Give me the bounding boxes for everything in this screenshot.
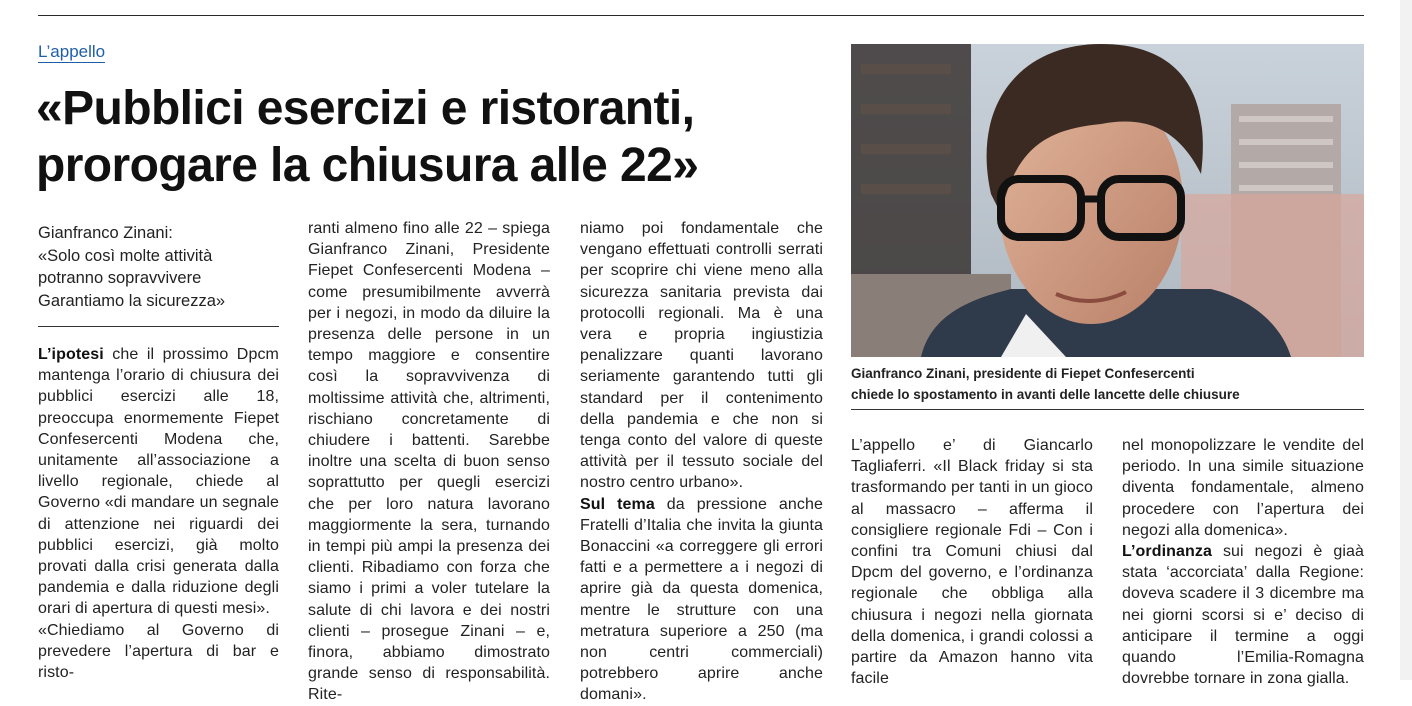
subheadline-line: Garantiamo la sicurezza» [38,291,226,310]
paragraph [1122,435,1364,541]
subheadline-line: Gianfranco Zinani: [38,224,173,242]
lead-in: L’ordinanza [1122,543,1212,561]
page-edge [1400,0,1412,680]
article-column-1 [38,344,279,683]
paragraph [580,218,823,494]
article-column-4 [851,435,1093,689]
paragraph-text: «Chiediamo al Governo di prevedere l’apertura di bar e risto- [38,621,279,682]
caption-divider [851,409,1364,410]
paragraph-text: sui negozi è giaà stata ‘accorciata’ dalla Regione: doveva scadere il 3 dicembre ma nei giorni scorsi si e’ deciso di anticipare il termine a oggi quando l’Emilia-Romagna dovrebbe tornare in zona gialla. [1122,543,1364,688]
paragraph-text: nel monopolizzare le vendite del periodo. In una simile situazione diventa fondamentale, almeno procedere con l’apertura dei negozi alla domenica». [1122,437,1364,539]
portrait-image [851,44,1364,357]
headline-line-1: «Pubblici esercizi e ristoranti, [36,82,695,135]
paragraph [851,435,1093,689]
paragraph-text: che il prossimo Dpcm mantenga l’orario di chiusura dei pubblici esercizi alle 18, preoccupa enormemente Fiepet Confesercenti Modena che, unitamente all’associazione a livello regionale, chiede al Governo «di mandare un segnale di attenzione nei riguardi dei pubblici esercizi, già molto provati dalla crisi generata dalla pandemia e dalla riduzione degli orari di apertura di questi mesi». [38,346,279,618]
top-rule [38,15,1364,16]
subheadline-line: potranno sopravvivere [38,269,202,287]
subheadline [38,222,278,312]
paragraph [38,344,279,620]
headline-line-2: prorogare la chiusura alle 22» [36,139,699,192]
paragraph [308,218,550,706]
lead-in: Sul tema [580,495,655,513]
caption-line: chiede lo spostamento in avanti delle lancette delle chiusure [851,387,1240,402]
photo-caption [851,363,1364,405]
subheadline-line: «Solo così molte attività [38,246,213,265]
subheadline-divider [38,326,279,327]
paragraph-text: L’appello e’ di Giancarlo Tagliaferri. «Il Black friday si sta trasformando per tanti in un gioco al massacro – afferma il consigliere regionale Fdi – Con i confini tra Comuni chiusi dal Dpcm del governo, e l’ordinanza regionale che obbliga alla chiusura i negozi nella giornata della domenica, i grandi colossi a partire da Amazon hanno vita facile [851,437,1093,688]
paragraph-text: ranti almeno fino alle 22 – spiega Gianfranco Zinani, Presidente Fiepet Confesercenti Modena – come presumibilmente avverrà per i negozi, in modo da diluire la presenza delle persone in un tempo maggiore e consentire così la sopravvivenza di moltissime attività che, altrimenti, rischiano concretamente di chiudere i battenti. Sarebbe inoltre una scelta di buon senso soprattutto per quegli esercizi che per loro natura lavorano maggiormente la sera, turnando in tempi più ampi la presenza dei clienti. Ribadiamo con forza che siamo i primi a voler tutelare la salute di chi lavora e dei nostri clienti – prosegue Zinani – e, finora, abbiamo dimostrato grande senso di responsabilità. Rite- [308,220,550,704]
headline [36,80,836,194]
paragraph [38,620,279,684]
article-column-5 [1122,435,1364,689]
paragraph [1122,541,1364,689]
caption-line: Gianfranco Zinani, presidente di Fiepet Confesercenti [851,366,1195,381]
paragraph-text: da pressione anche Fratelli d’Italia che invita la giunta Bonaccini «a correggere gli errori fatti e a permettere a i negozi di aprire già da questa domenica, mentre le strutture con una metratura superiore a 250 (ma non centri commerciali) potrebbero aprire anche domani». [580,495,823,704]
portrait-photo [851,44,1364,357]
paragraph-text: niamo poi fondamentale che vengano effettuati controlli serrati per scoprire chi viene meno alla sicurezza sanitaria prevista dai protocolli regionali. Ma è una vera e propria ingiustizia penalizzare quanti lavorano seriamente garantendo tutti gli standard per il contenimento della pandemia e che non si tenga conto del valore di queste attività per il tessuto sociale del nostro centro urbano». [580,220,823,492]
article-column-3 [580,218,823,706]
section-kicker: L’appello [38,42,106,61]
paragraph [580,494,823,706]
article-column-2 [308,218,550,706]
lead-in: L’ipotesi [38,346,104,363]
